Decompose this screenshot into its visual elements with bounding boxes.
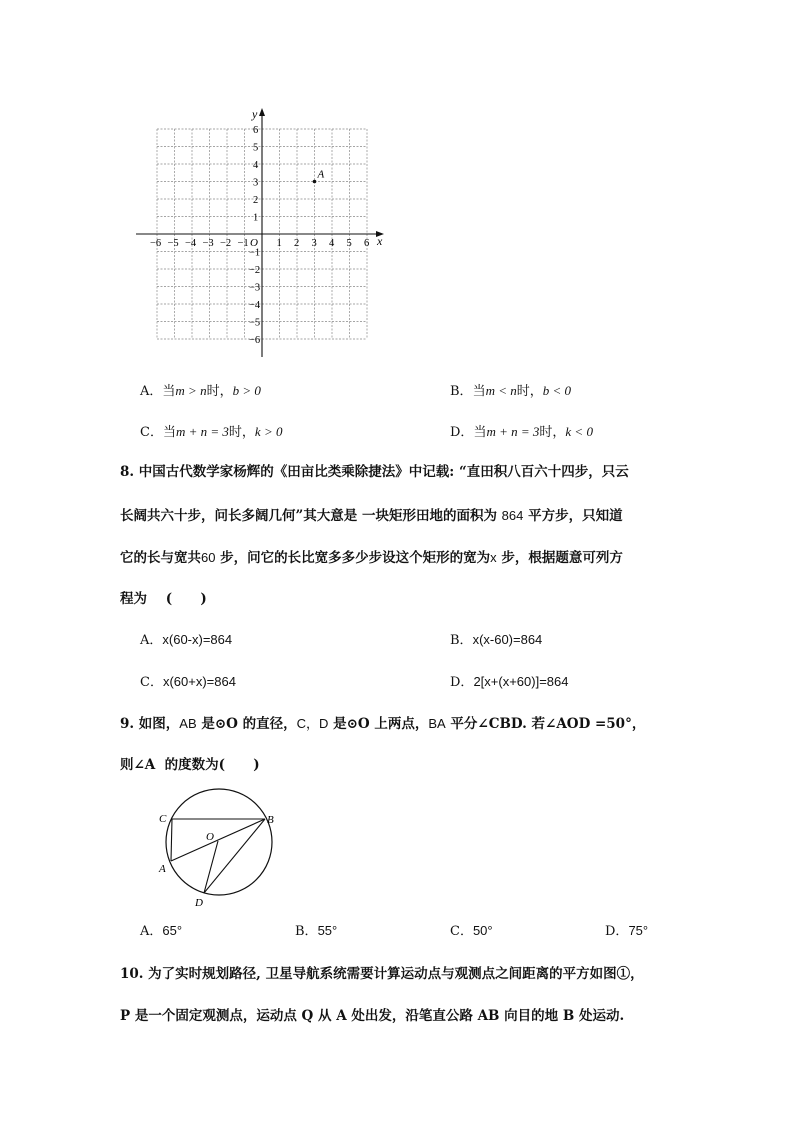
option-text: x(60-x)=864 [162,632,233,647]
y-axis-label: y [252,107,258,121]
q8-line-4: 程为 ( ) [120,591,207,607]
q7-option-b[interactable] [450,380,571,399]
option-mid: 时， [516,384,543,399]
q9-option-a[interactable] [140,920,182,939]
q9-text: 9. 如图， [120,716,180,732]
y-tick-labels [249,125,261,346]
y-tick-label: −3 [249,282,261,294]
option-text: x(x-60)=864 [472,632,543,647]
q10-line-2: P 是一个固定观测点，运动点 Q 从 A 处出发，沿笔直公路 AB 向目的地 B 处运动. [120,1008,625,1024]
q8-line-3 [120,546,623,566]
x-tick-label: −2 [220,238,232,249]
option-mid: 时， [206,384,233,399]
option-condition: m + n = 3 [486,424,540,439]
diameter-ab [171,819,265,861]
label-o: O [206,831,214,843]
q7-option-c[interactable] [140,421,282,440]
x-tick-label: −4 [185,238,197,249]
option-text: 75° [628,923,649,938]
label-c: C [159,813,167,825]
option-mid: 时， [539,425,566,440]
y-tick-label: −6 [249,335,261,346]
q10-line-1: 10. 为了实时规划路径, 卫星导航系统需要计算运动点与观测点之间距离的平方如图①， [120,966,644,982]
option-letter: D． [450,675,474,690]
option-result: k < 0 [565,424,593,439]
point-a-label: A [317,168,325,181]
option-letter: B． [450,384,473,399]
q8-number: 864 [501,508,524,523]
point-a [313,180,317,184]
coordinate-grid-figure [130,105,400,365]
q8-text: 平方步，只知道 [523,508,623,524]
y-axis-arrow [259,108,265,116]
x-tick-label: 6 [364,238,370,249]
option-mid: 时， [228,425,255,440]
q8-option-c[interactable] [140,671,236,690]
x-tick-label: 3 [311,238,317,249]
y-tick-label: −1 [249,247,261,259]
q9-option-c[interactable] [450,920,493,939]
option-condition: m + n = 3 [175,424,229,439]
y-tick-label: 1 [253,212,259,224]
option-result: b > 0 [232,383,261,398]
option-text: x(60+x)=864 [162,674,236,689]
q8-line-1: 8. 中国古代数学家杨辉的《田亩比类乘除捷法》中记载: “直田积八百六十四步，只云 [120,464,629,480]
x-tick-label: 2 [294,238,300,249]
option-condition: m < n [485,383,517,398]
option-letter: C． [450,924,473,939]
q9-text: 平分∠CBD. 若∠AOD =50°， [445,716,646,732]
option-result: b < 0 [542,383,572,398]
q8-text: 步，根据题意可列方 [496,550,623,566]
label-a: A [159,863,166,875]
option-prefix: 当 [162,425,176,440]
option-letter: D． [605,924,629,939]
option-letter: A． [140,924,163,939]
circle-o [166,789,272,895]
y-tick-label: 3 [253,177,259,189]
q9-segment: BA [428,716,446,731]
q9-text: 是⊙O 上两点， [328,716,429,732]
option-result: k > 0 [254,424,283,439]
option-text: 2[x+(x+60)]=864 [473,674,569,689]
y-tick-label: −2 [249,265,261,276]
q8-text: 步，问它的长比宽多多少步设这个矩形的宽为 [215,550,491,566]
q8-text: 它的长与宽共 [120,550,201,566]
x-tick-label: 1 [276,238,282,249]
option-letter: B． [450,633,473,648]
q8-line-2 [120,504,623,524]
x-tick-label: 4 [329,238,335,249]
q8-option-a[interactable] [140,629,232,648]
q9-line-2: 则∠A 的度数为( ) [120,757,260,773]
q8-option-b[interactable] [450,629,542,648]
y-tick-label: −4 [249,300,261,311]
x-tick-label: −3 [202,238,214,249]
q7-option-d[interactable] [450,421,593,440]
y-tick-label: 5 [253,142,259,154]
y-tick-label: 4 [253,160,259,171]
option-condition: m > n [175,383,207,398]
x-axis-label: x [377,234,383,248]
option-letter: C． [140,425,163,440]
q9-points: C，D [296,716,329,731]
x-tick-label: −6 [150,238,162,249]
option-text: 50° [472,923,493,938]
q9-text: 是⊙O 的直径， [196,716,297,732]
label-d: D [195,897,203,909]
x-tick-label: 5 [346,238,352,249]
option-text: 65° [162,923,183,938]
option-prefix: 当 [162,384,176,399]
circle-figure [155,785,285,910]
q8-variable: x [490,550,497,565]
y-tick-label: 6 [253,125,259,136]
q8-option-d[interactable] [450,671,568,690]
q9-option-d[interactable] [605,920,648,939]
option-letter: A． [140,384,163,399]
option-prefix: 当 [472,384,486,399]
chord-ca [171,819,172,861]
q9-segment: AB [179,716,197,731]
q8-number: 60 [201,550,216,565]
option-letter: D． [450,425,474,440]
option-letter: B． [295,924,318,939]
q9-line-1 [120,712,645,732]
x-tick-label: −5 [167,238,179,249]
y-tick-label: 2 [253,195,259,206]
y-tick-label: −5 [249,317,261,329]
option-text: 55° [317,923,338,938]
q8-text: 长阔共六十步，问长多阔几何”其大意是 一块矩形田地的面积为 [120,508,497,524]
q9-option-b[interactable] [295,920,337,939]
option-letter: C． [140,675,163,690]
x-tick-label: −1 [237,238,249,249]
q7-option-a[interactable] [140,380,261,399]
option-prefix: 当 [473,425,487,440]
origin-label: O [250,237,258,249]
option-letter: A． [140,633,163,648]
label-b: B [267,814,274,826]
